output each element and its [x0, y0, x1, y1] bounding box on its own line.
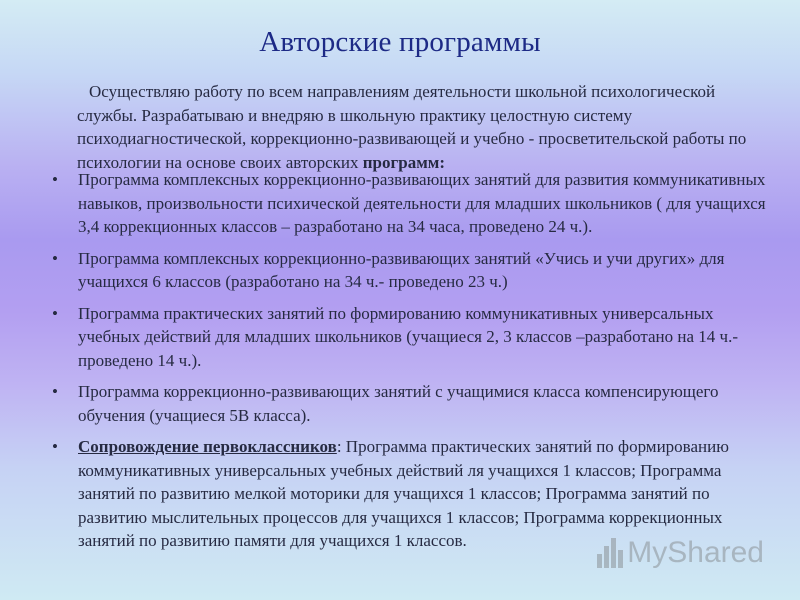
bar-chart-logo-icon: [597, 538, 623, 568]
intro-paragraph: [77, 80, 767, 174]
bullet-icon: •: [52, 382, 58, 401]
list-item-text: : Программа практических занятий по формированию коммуникативных универсальных учебных действий ля учащихся 1 классов; Программа занятий по развитию мелкой моторики для учащихся 1 классов; Программа занятий по развитию мыслительных процессов для учащихся 1 классов; Программа коррекционных занятий по развитию памяти для учащихся 1 классов.: [78, 437, 729, 550]
watermark-text: MyShared: [627, 536, 764, 569]
list-item: [52, 380, 772, 427]
list-item: [52, 435, 772, 553]
list-item-text: Программа практических занятий по формированию коммуникативных универсальных учебных действий для младших школьников (учащиеся 2, 3 классов –разработано на 14 ч.- проведено 14 ч.).: [78, 303, 738, 370]
bullet-icon: •: [52, 170, 58, 189]
list-item-text: Программа комплексных коррекционно-развивающих занятий «Учись и учи других» для учащихся 6 классов (разработано на 34 ч.- проведено 23 ч.): [78, 248, 725, 291]
list-item-text: Программа комплексных коррекционно-развивающих занятий для развития коммуникативных навыков, произвольности психической деятельности для младших школьников ( для учащихся 3,4 коррекционных классов – разработано на 34 часа, проведено 24 ч.).: [78, 170, 766, 236]
intro-bold-text: программ:: [362, 152, 446, 172]
list-item-text: Программа коррекционно-развивающих занятий с учащимися класса компенсирующего обучения (учащиеся 5В класса).: [78, 382, 719, 425]
bullet-icon: •: [52, 303, 58, 323]
watermark: [597, 536, 764, 570]
list-item: [52, 302, 772, 373]
list-item: [52, 168, 772, 239]
slide-title: Авторские программы: [259, 26, 541, 58]
list-item: [52, 247, 772, 294]
bullet-icon: •: [52, 437, 58, 456]
program-list: [52, 168, 772, 561]
list-item-bold-text: Сопровождение первоклассников: [78, 437, 337, 456]
bullet-icon: •: [52, 248, 58, 268]
intro-text: Осуществляю работу по всем направлениям деятельности школьной психологической службы. Разрабатываю и внедряю в школьную практику целостную систему психодиагностической, коррекционно-развивающей и учебно - просветительской работы по психологии на основе своих авторских: [77, 82, 747, 172]
